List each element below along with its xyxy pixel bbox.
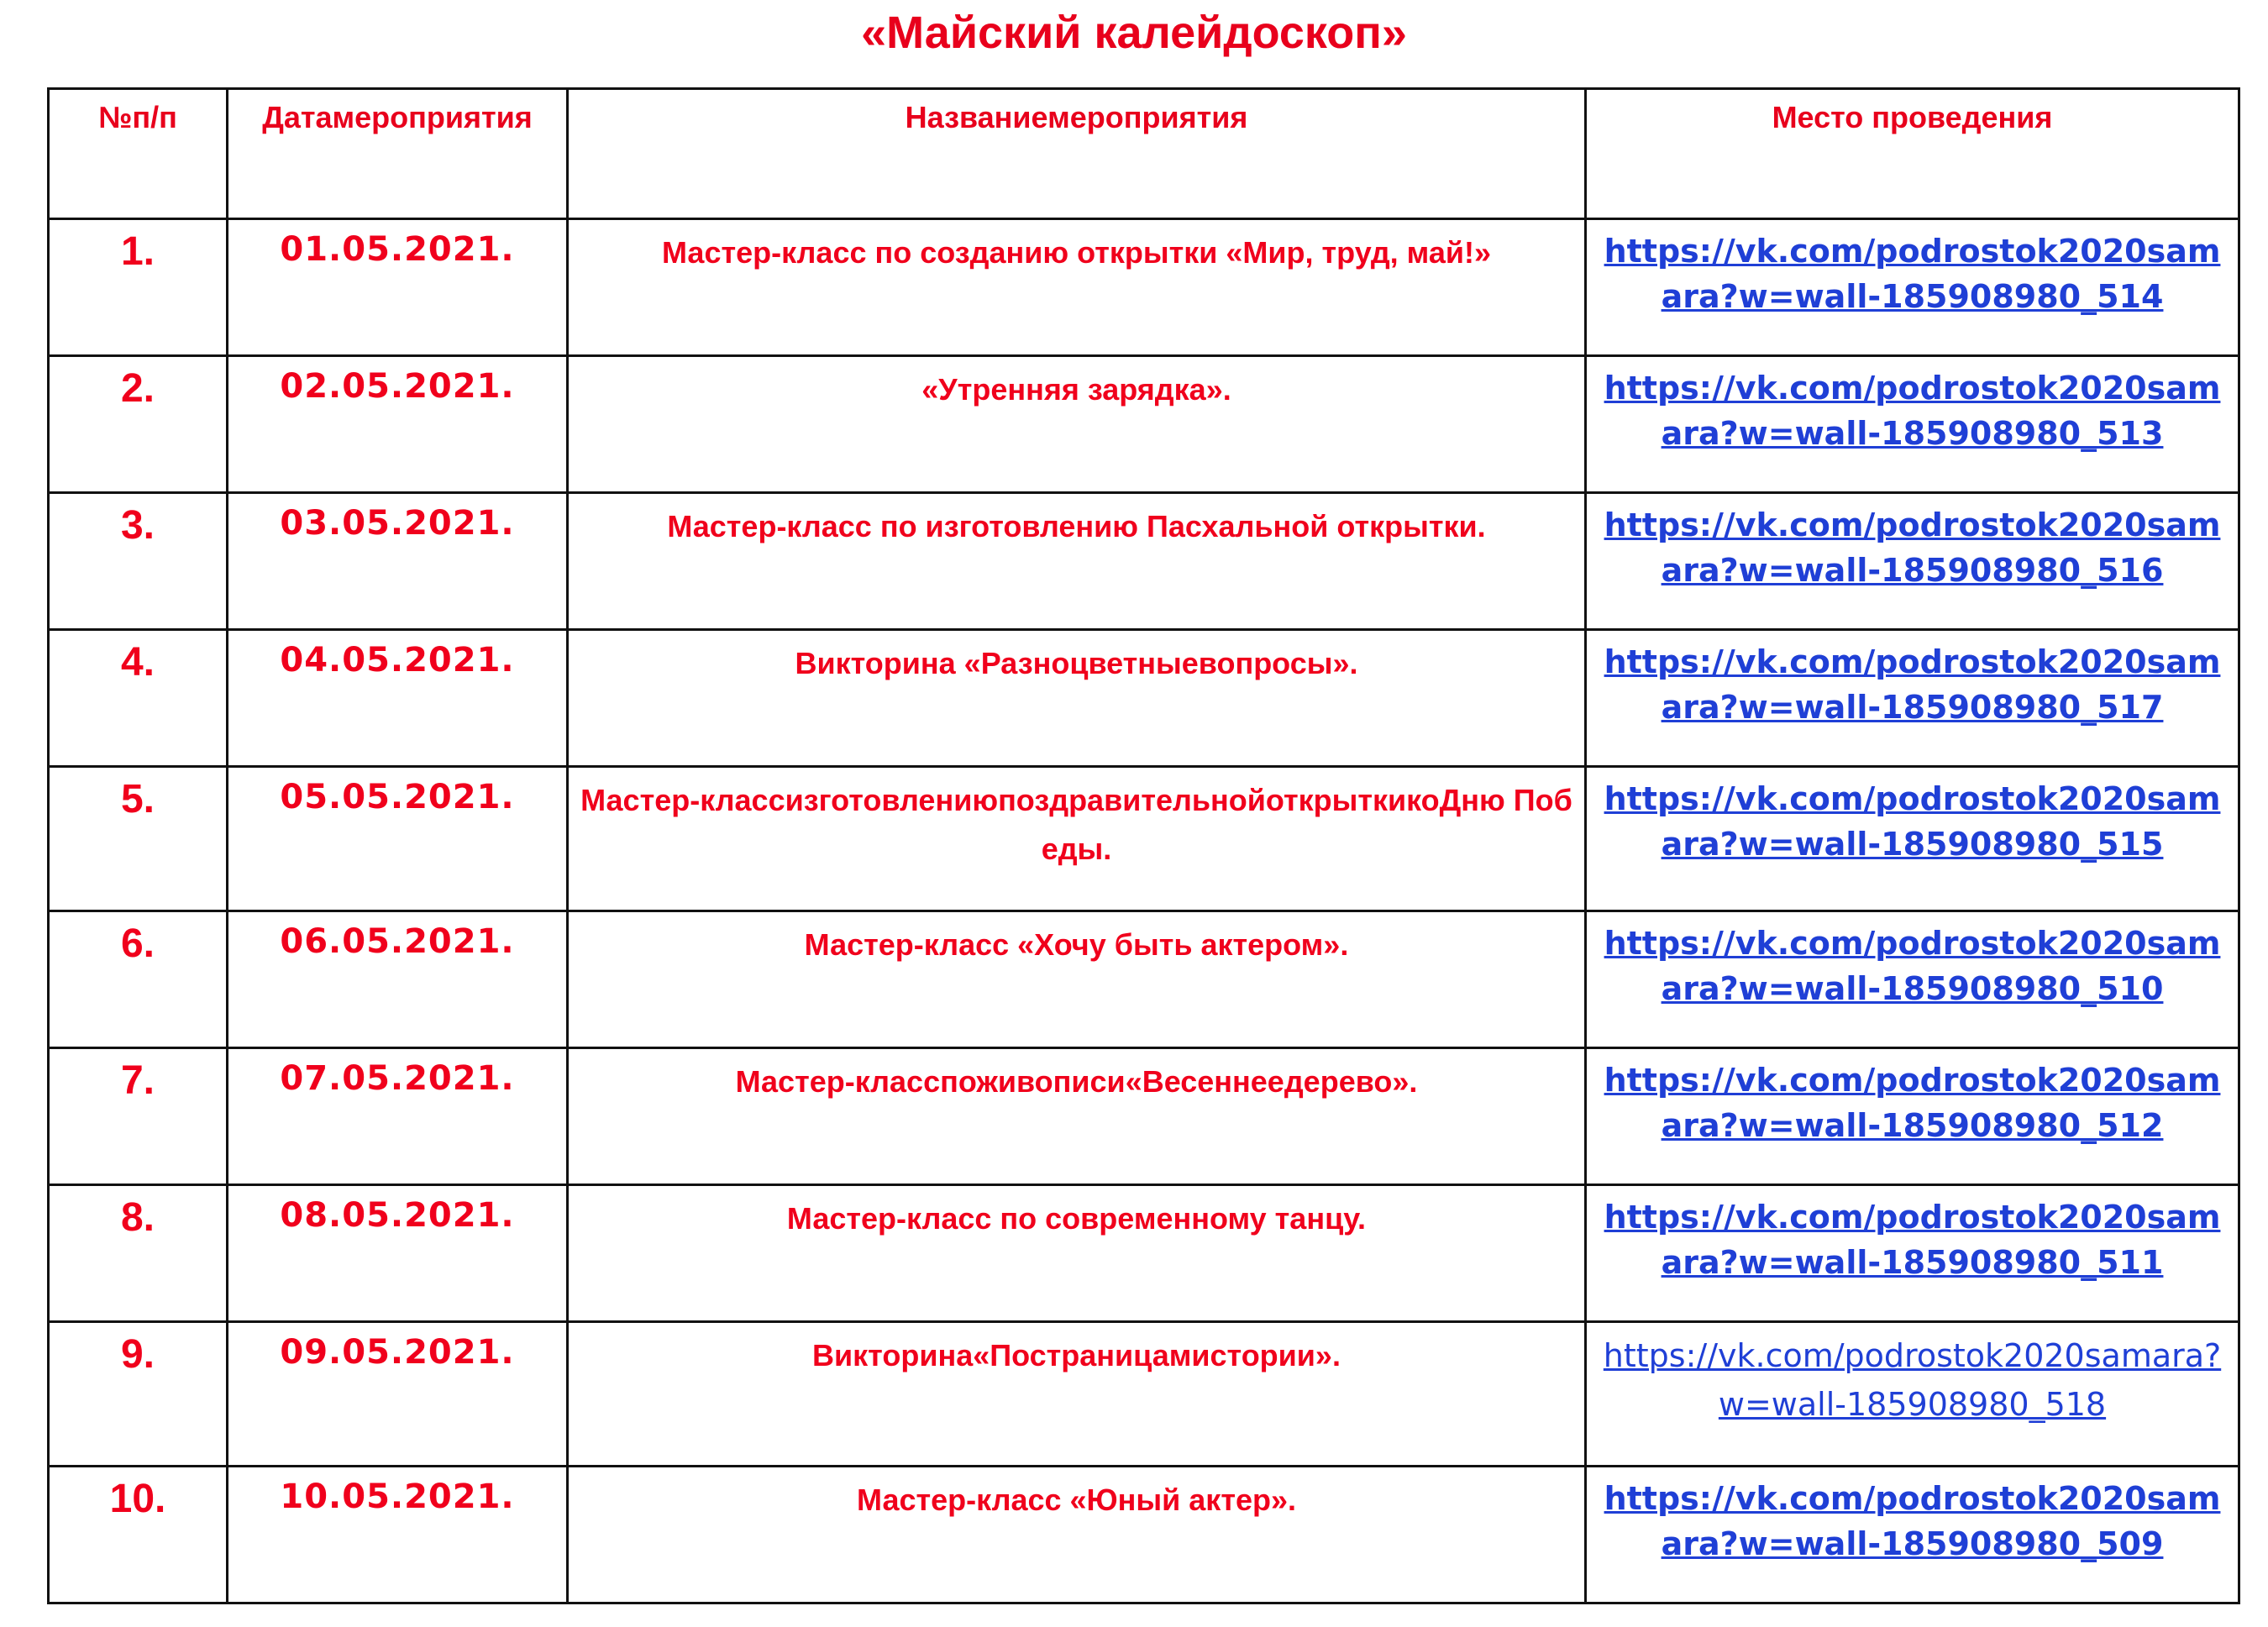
event-link[interactable]: https://vk.com/podrostok2020samara?w=wall-185908980_515 <box>1604 780 2221 863</box>
event-link[interactable]: https://vk.com/podrostok2020samara?w=wall-185908980_509 <box>1604 1480 2221 1562</box>
event-link[interactable]: https://vk.com/podrostok2020samara?w=wall-185908980_513 <box>1604 370 2221 452</box>
table-header-row <box>49 89 2239 219</box>
table-row <box>49 911 2239 1048</box>
row-number: 6. <box>49 911 228 1048</box>
event-name: Викторина «Разноцветныевопросы». <box>568 630 1586 767</box>
event-link[interactable]: https://vk.com/podrostok2020samara?w=wall-185908980_510 <box>1604 925 2221 1007</box>
event-date: 05.05.2021. <box>228 767 568 911</box>
event-name: Мастер-класс по созданию открытки «Мир, труд, май!» <box>568 219 1586 356</box>
event-name: Мастер-класспоживописи«Весеннеедерево». <box>568 1048 1586 1185</box>
header-number: №п/п <box>49 89 228 219</box>
row-number: 5. <box>49 767 228 911</box>
event-date: 09.05.2021. <box>228 1322 568 1467</box>
row-number: 9. <box>49 1322 228 1467</box>
header-date: Датамероприятия <box>228 89 568 219</box>
event-link[interactable]: https://vk.com/podrostok2020samara?w=wall-185908980_516 <box>1604 506 2221 589</box>
row-number: 10. <box>49 1467 228 1603</box>
event-name: Мастер-класс по современному танцу. <box>568 1185 1586 1322</box>
table-row <box>49 493 2239 630</box>
row-number: 1. <box>49 219 228 356</box>
event-date: 08.05.2021. <box>228 1185 568 1322</box>
event-link[interactable]: https://vk.com/podrostok2020samara?w=wall-185908980_512 <box>1604 1062 2221 1144</box>
row-number: 7. <box>49 1048 228 1185</box>
event-name: Мастер-класс по изготовлению Пасхальной открытки. <box>568 493 1586 630</box>
event-date: 04.05.2021. <box>228 630 568 767</box>
event-name: Мастер-класс «Юный актер». <box>568 1467 1586 1603</box>
row-number: 8. <box>49 1185 228 1322</box>
table-row <box>49 1048 2239 1185</box>
document-title: «Майский калейдоскоп» <box>861 8 1407 58</box>
event-date: 02.05.2021. <box>228 356 568 493</box>
event-date: 10.05.2021. <box>228 1467 568 1603</box>
table-row <box>49 630 2239 767</box>
event-date: 03.05.2021. <box>228 493 568 630</box>
header-place: Место проведения <box>1586 89 2239 219</box>
event-link[interactable]: https://vk.com/podrostok2020samara?w=wall-185908980_511 <box>1604 1199 2221 1281</box>
row-number: 3. <box>49 493 228 630</box>
event-date: 07.05.2021. <box>228 1048 568 1185</box>
event-link[interactable]: https://vk.com/podrostok2020samara?w=wall-185908980_514 <box>1604 233 2221 315</box>
table-row <box>49 1467 2239 1603</box>
row-number: 4. <box>49 630 228 767</box>
table-row <box>49 356 2239 493</box>
event-name: Мастер-классизготовлениюпоздравительнойоткрыткикоДню Победы. <box>568 767 1586 911</box>
header-event-name: Названиемероприятия <box>568 89 1586 219</box>
event-name: Викторина«Постраницамистории». <box>568 1322 1586 1467</box>
row-number: 2. <box>49 356 228 493</box>
event-date: 01.05.2021. <box>228 219 568 356</box>
events-table <box>47 87 2240 1604</box>
event-name: Мастер-класс «Хочу быть актером». <box>568 911 1586 1048</box>
table-row <box>49 219 2239 356</box>
event-name: «Утренняя зарядка». <box>568 356 1586 493</box>
event-link[interactable]: https://vk.com/podrostok2020samara?w=wall-185908980_518 <box>1603 1337 2222 1423</box>
event-link[interactable]: https://vk.com/podrostok2020samara?w=wall-185908980_517 <box>1604 643 2221 726</box>
table-row <box>49 1185 2239 1322</box>
event-date: 06.05.2021. <box>228 911 568 1048</box>
table-row <box>49 767 2239 911</box>
table-row <box>49 1322 2239 1467</box>
